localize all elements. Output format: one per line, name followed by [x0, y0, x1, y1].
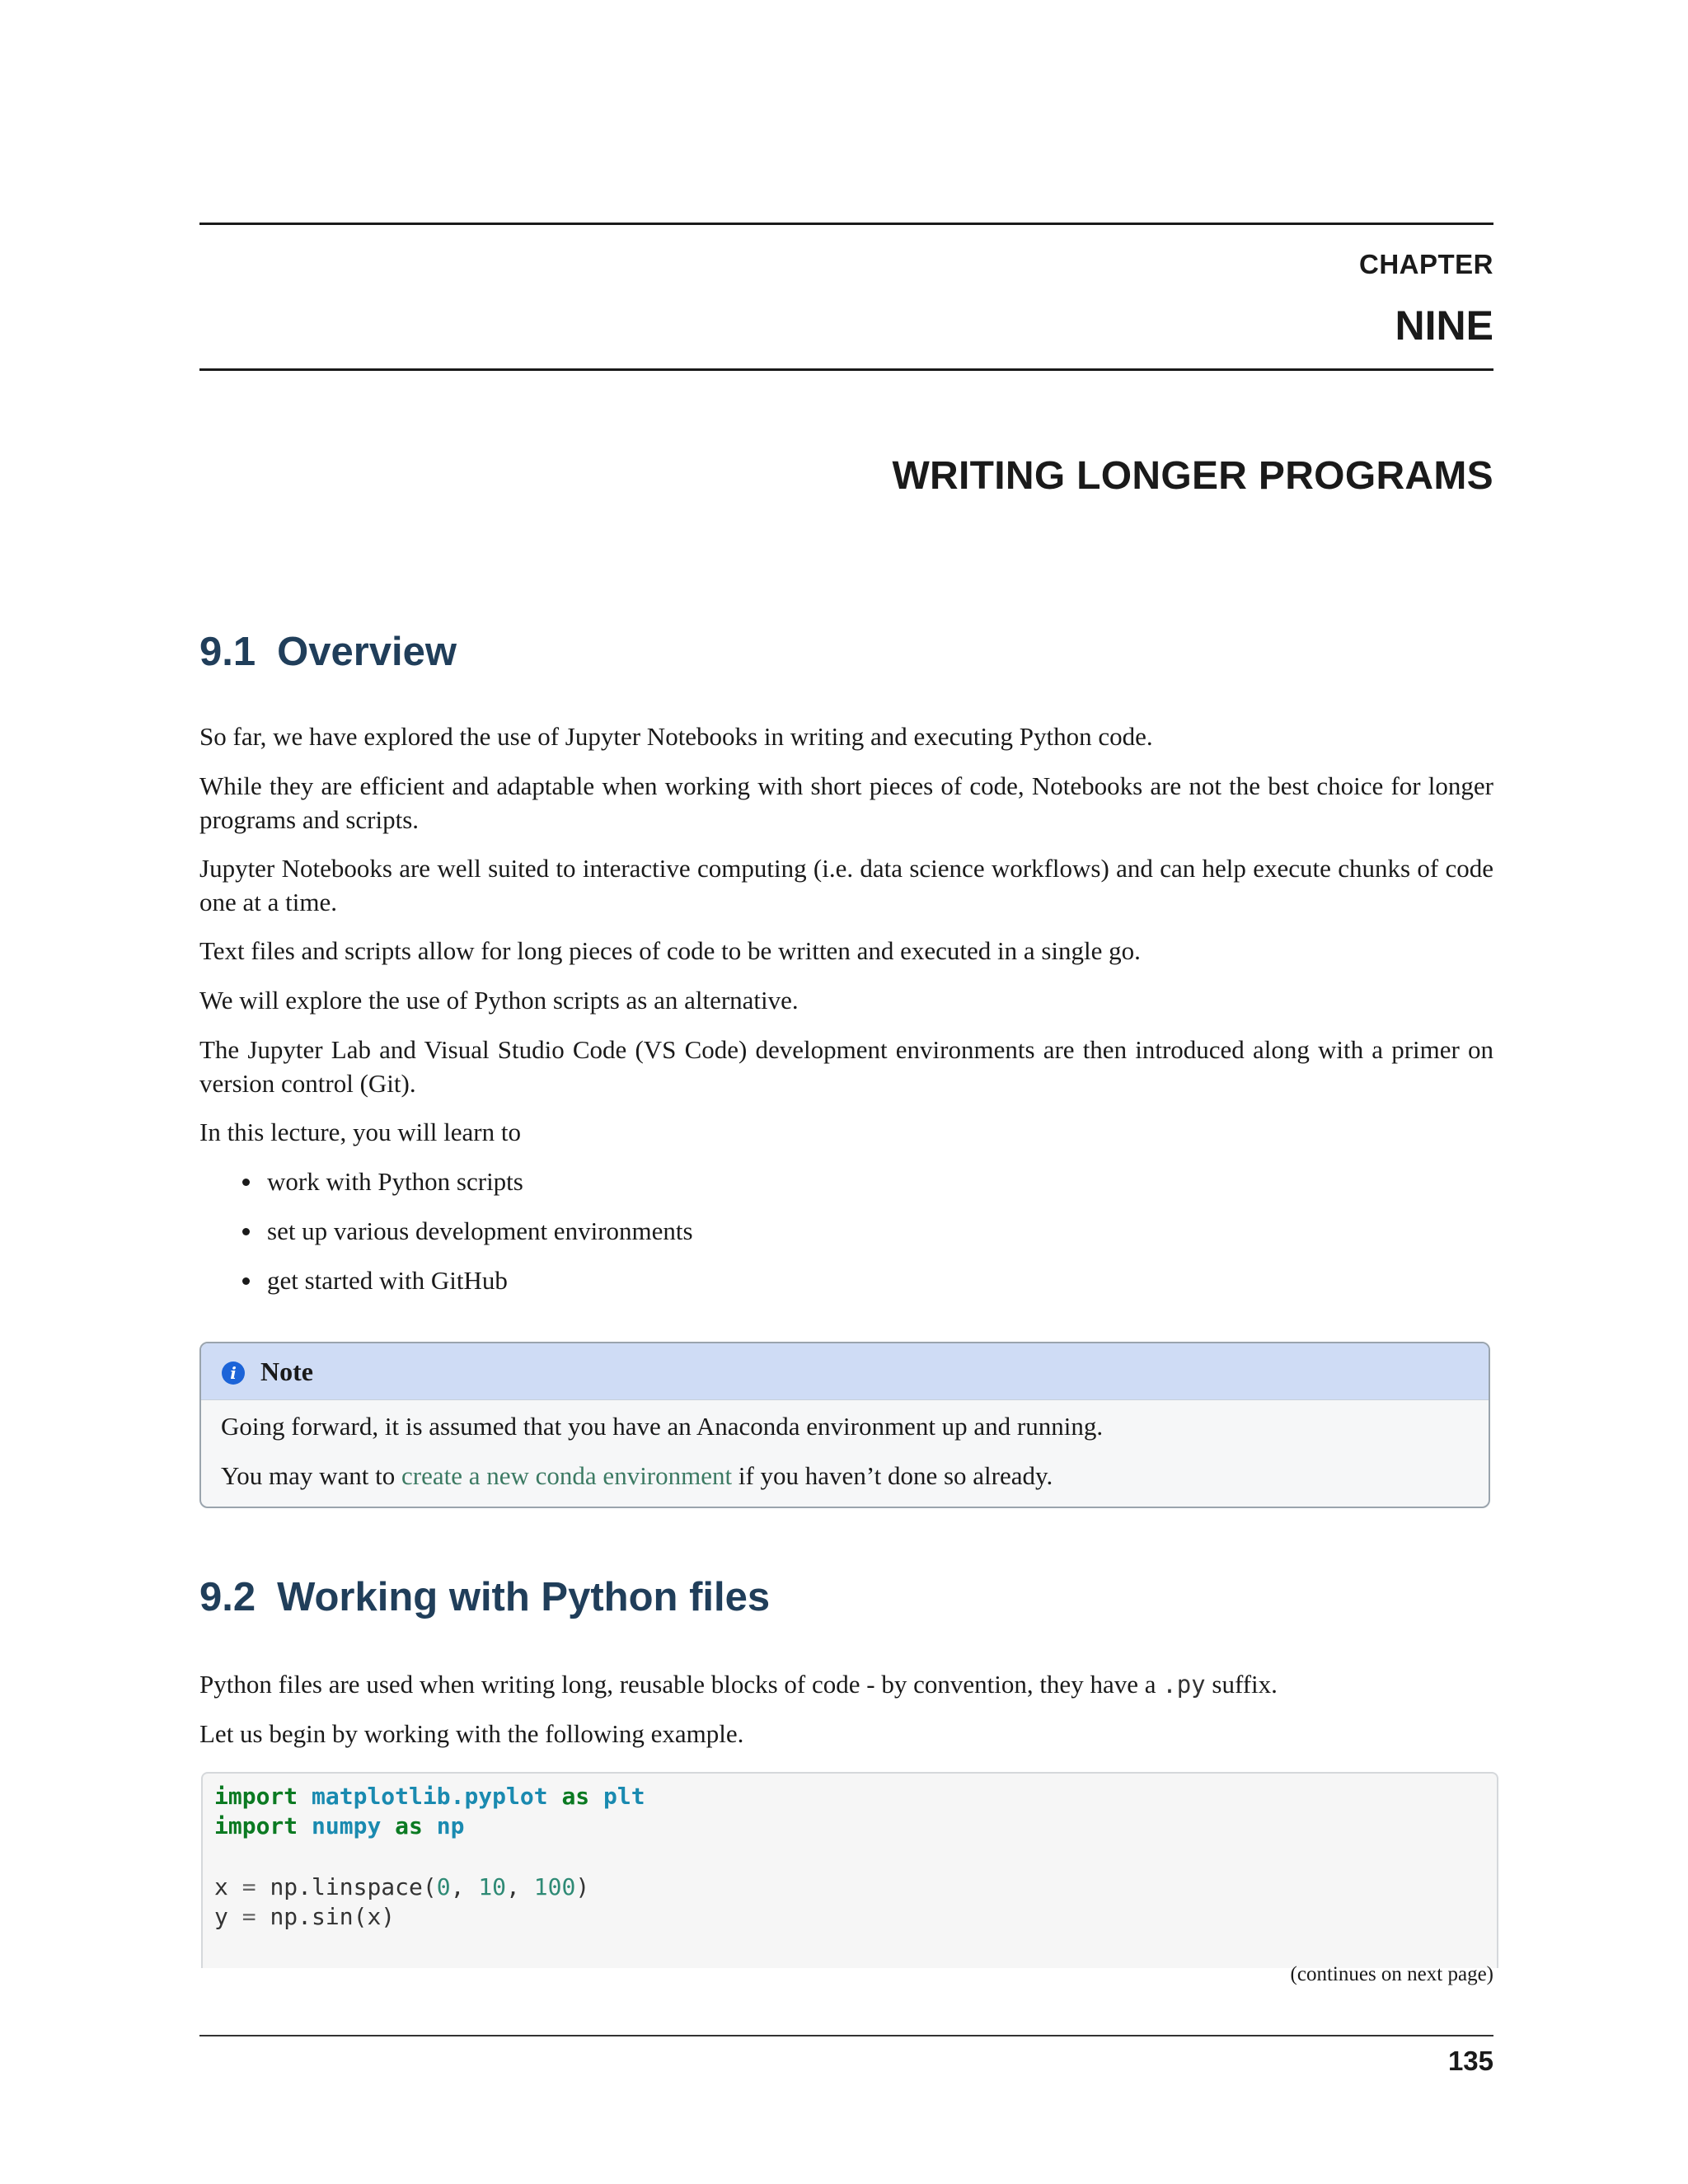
code-line: import numpy as np — [214, 1812, 465, 1840]
inline-code: .py — [1162, 1671, 1206, 1699]
paragraph: Let us begin by working with the following example. — [199, 1719, 744, 1748]
paragraph: While they are efficient and adaptable when working with short pieces of code, Notebooks are not the best choice for longer programs and scripts. — [199, 771, 1493, 834]
code-line: y = np.sin(x) — [214, 1903, 396, 1930]
chapter-title: WRITING LONGER PROGRAMS — [892, 454, 1493, 498]
note-admonition — [199, 1342, 1490, 1508]
list-item: get started with GitHub — [199, 1263, 693, 1313]
paragraph: Jupyter Notebooks are well suited to interactive computing (i.e. data science workflows) and can help execute chunks of code one at a time. — [199, 854, 1493, 916]
bullet-icon — [242, 1179, 250, 1186]
chapter-label: CHAPTER — [1358, 249, 1493, 279]
note-header — [201, 1343, 1489, 1400]
code-line: import matplotlib.pyplot as plt — [214, 1783, 645, 1810]
chapter-number: NINE — [1395, 302, 1493, 349]
note-title: Note — [260, 1357, 313, 1386]
section-heading-python-files — [199, 1574, 770, 1620]
paragraph: Python files are used when writing long, reusable blocks of code - by convention, they have a .py suffix. — [199, 1670, 1278, 1699]
paragraph: The Jupyter Lab and Visual Studio Code (VS Code) development environments are then introduced along with a primer on version control (Git). — [199, 1035, 1493, 1098]
bullet-icon — [242, 1228, 250, 1235]
section-number: 9.1 — [199, 630, 256, 674]
footer-rule — [199, 2035, 1493, 2036]
section-heading-overview — [199, 629, 457, 675]
list-item: work with Python scripts — [199, 1165, 693, 1214]
chapter-bottom-rule — [199, 368, 1493, 371]
paragraph: So far, we have explored the use of Jupyter Notebooks in writing and executing Python code. — [199, 722, 1153, 751]
note-text: You may want to create a new conda environment if you haven’t done so already. — [221, 1461, 1053, 1490]
paragraph: Text files and scripts allow for long pieces of code to be written and executed in a single go. — [199, 936, 1141, 965]
bullet-icon — [242, 1277, 250, 1285]
code-line: x = np.linspace(0, 10, 100) — [214, 1873, 590, 1900]
chapter-top-rule — [199, 223, 1493, 225]
paragraph: We will explore the use of Python scripts as an alternative. — [199, 986, 799, 1015]
note-text: Going forward, it is assumed that you have an Anaconda environment up and running. — [221, 1412, 1104, 1441]
section-number: 9.2 — [199, 1575, 256, 1619]
paragraph: In this lecture, you will learn to — [199, 1118, 521, 1146]
section-title: Overview — [277, 630, 457, 674]
learning-goals-list — [199, 1165, 693, 1313]
page-number: 135 — [1447, 2046, 1493, 2076]
create-conda-environment-link[interactable]: create a new conda environment — [401, 1461, 733, 1490]
info-icon: i — [222, 1361, 245, 1385]
continues-note: (continues on next page) — [1290, 1963, 1493, 1985]
section-title: Working with Python files — [277, 1575, 771, 1619]
list-item: set up various development environments — [199, 1214, 693, 1263]
code-block — [201, 1772, 1498, 1968]
